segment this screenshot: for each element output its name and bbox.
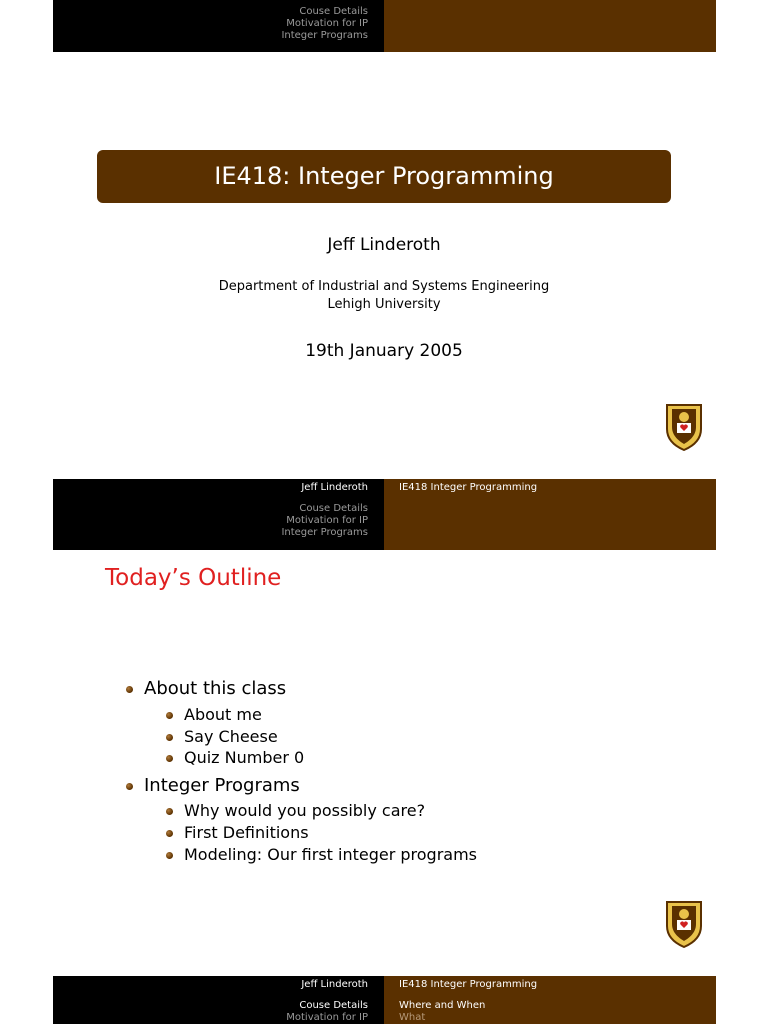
header-author[interactable]: Jeff Linderoth <box>301 979 368 990</box>
header-presentation-title[interactable]: IE418 Integer Programming <box>399 979 538 990</box>
ball-bullet-icon <box>166 830 173 837</box>
slide1-header-right <box>384 0 716 52</box>
ball-bullet-icon <box>126 783 133 790</box>
frame-title: Today’s Outline <box>105 565 282 591</box>
lehigh-shield-icon <box>665 403 703 451</box>
ball-bullet-icon <box>166 808 173 815</box>
slide2-header-title <box>399 482 537 494</box>
author-name: Jeff Linderoth <box>327 235 441 255</box>
slide1-title-box <box>97 150 671 203</box>
nav-section-course-details[interactable]: Couse Details <box>299 1000 368 1011</box>
nav-section-motivation[interactable]: Motivation for IP <box>286 18 368 29</box>
ball-bullet-icon <box>166 734 173 741</box>
institute-department: Department of Industrial and Systems Engineering <box>218 279 550 294</box>
header-author[interactable]: Jeff Linderoth <box>301 482 368 493</box>
slide2-header-author <box>60 482 368 494</box>
slide3-header-title <box>399 979 537 991</box>
nav-section-motivation[interactable]: Motivation for IP <box>286 515 368 526</box>
slide3-header-author <box>60 979 368 991</box>
slide2-section-nav <box>60 503 368 539</box>
lehigh-shield-icon <box>665 900 703 948</box>
slide1-section-nav <box>60 6 368 42</box>
nav-section-course-details[interactable]: Couse Details <box>299 503 368 514</box>
slide3-subsection-nav <box>399 1000 485 1024</box>
nav-section-integer-programs[interactable]: Integer Programs <box>281 30 368 41</box>
nav-subsection-what[interactable]: What <box>399 1012 426 1023</box>
ball-bullet-icon <box>166 755 173 762</box>
institute-university: Lehigh University <box>327 297 441 312</box>
presentation-date: 19th January 2005 <box>305 341 463 361</box>
nav-section-integer-programs[interactable]: Integer Programs <box>281 527 368 538</box>
slide3-section-nav <box>60 1000 368 1024</box>
ball-bullet-icon <box>166 712 173 719</box>
ball-bullet-icon <box>126 686 133 693</box>
nav-section-course-details[interactable]: Couse Details <box>299 6 368 17</box>
nav-subsection-where-when[interactable]: Where and When <box>399 1000 486 1011</box>
presentation-title: IE418: Integer Programming <box>214 162 554 190</box>
ball-bullet-icon <box>166 852 173 859</box>
header-presentation-title[interactable]: IE418 Integer Programming <box>399 482 538 493</box>
nav-section-motivation[interactable]: Motivation for IP <box>286 1012 368 1023</box>
